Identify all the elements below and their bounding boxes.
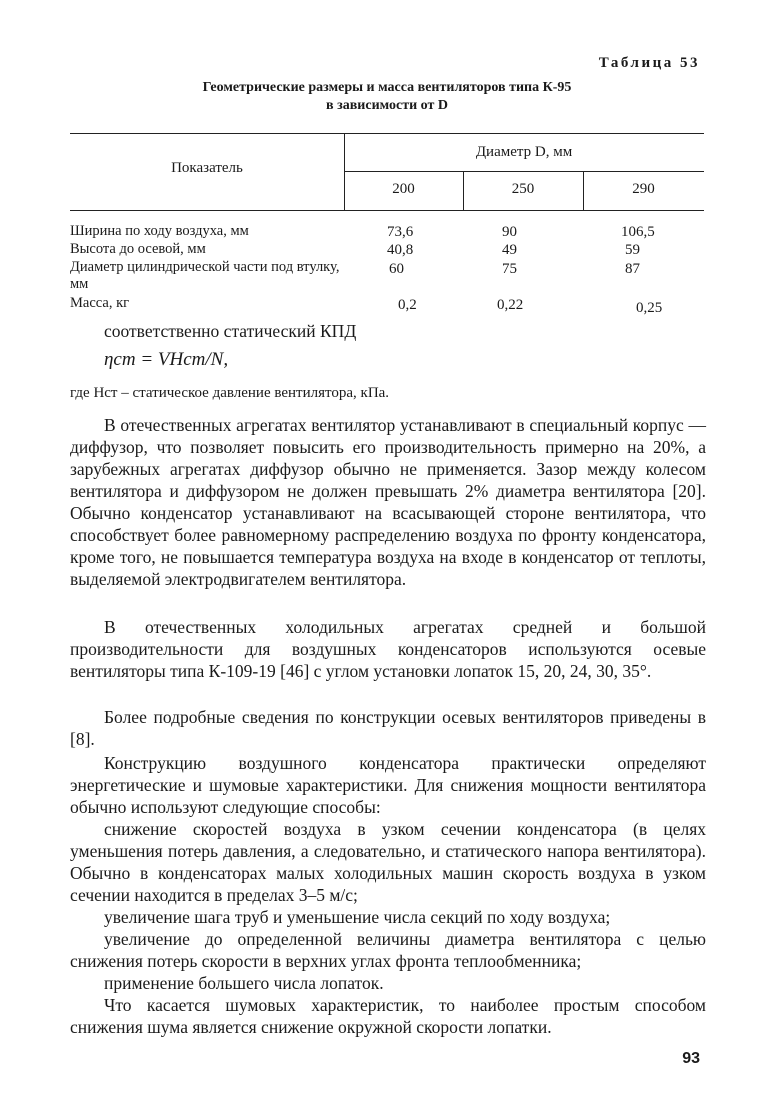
formula-intro: соответственно статический КПД (104, 321, 357, 341)
paragraph: Конструкцию воздушного конденсатора практически определяют энергетические и шумовые характеристики. Для снижения мощности вентилятора обычно используют следующие способы: (70, 753, 706, 817)
paragraph: В отечественных агрегатах вентилятор устанавливают в специальный корпус — диффузор, что позволяет повысить его производительность примерно на 20%, а зарубежных агрегатах диффузор обычно не применяется. Зазор между колесом вентилятора и диффузором не должен превышать 2% диаметра вентилятора [20]. Обычно конденсатор устанавливают на всасывающей стороне вентилятора, что способствует более равномерному распределению воздуха по фронту конденсатора, кроме того, не повышается температура воздуха на входе в конденсатор от теплоты, выделяемой электродвигателем вентилятора. (70, 415, 706, 589)
paragraph: Что касается шумовых характеристик, то наиболее простым способом снижения шума является снижение окружной скорости лопатки. (70, 995, 706, 1037)
table-cell: 106,5 (621, 224, 655, 240)
table-cell: 0,2 (398, 297, 417, 313)
table-number: Таблица 53 (598, 55, 700, 71)
table-cell: 59 (625, 242, 640, 258)
table-cell: 49 (502, 242, 517, 258)
table-top-rule (70, 133, 704, 134)
table-cell: 90 (502, 224, 517, 240)
formula: ηст = VHст/N, (104, 349, 229, 370)
paragraph: В отечественных холодильных агрегатах средней и большой производительности для воздушных конденсаторов используются осевые вентиляторы типа К-109-19 [46] с углом установки лопаток 15, 20, 24, 30, 35°. (70, 617, 706, 681)
table-row-label: Высота до осевой, мм (70, 241, 206, 257)
page-number: 93 (682, 1050, 700, 1067)
table-caption-line1: Геометрические размеры и масса вентиляторов типа К-95 (202, 80, 572, 95)
table-cell: 60 (389, 261, 404, 277)
paragraph: применение большего числа лопаток. (104, 973, 384, 993)
table-cell: 73,6 (387, 224, 414, 240)
table-cell: 0,22 (497, 297, 524, 313)
table-header-col: 250 (511, 181, 535, 197)
table-header-col: 200 (392, 181, 415, 197)
table-row-label: Ширина по ходу воздуха, мм (70, 223, 249, 239)
table-header-param: Показатель (171, 160, 243, 176)
table-row-label: Диаметр цилиндрической части под втулку, мм (70, 259, 340, 292)
table-cell: 87 (625, 261, 640, 277)
formula-legend: где Hст – статическое давление вентилятора, кПа. (70, 385, 390, 401)
table-row-label: Масса, кг (70, 295, 130, 311)
table-header-bottom-rule (70, 210, 704, 211)
paragraph: увеличение до определенной величины диаметра вентилятора с целью снижения потерь скорости в верхних углах фронта теплообменника; (70, 929, 706, 971)
table-header-mid-rule (344, 171, 704, 172)
paragraph: увеличение шага труб и уменьшение числа секций по ходу воздуха; (104, 907, 611, 927)
table-header-group: Диаметр D, мм (475, 144, 573, 160)
table-caption-line2: в зависимости от D (326, 98, 448, 113)
table-header-col: 290 (632, 181, 655, 197)
paragraph: снижение скоростей воздуха в узком сечении конденсатора (в целях уменьшения потерь давления, а следовательно, и статического напора вентилятора). Обычно в конденсаторах малых холодильных машин скорость воздуха в узком сечении находится в пределах 3–5 м/с; (70, 819, 706, 905)
table-cell: 40,8 (387, 242, 414, 258)
table-cell: 0,25 (636, 300, 663, 316)
table-cell: 75 (502, 261, 517, 277)
paragraph: Более подробные сведения по конструкции осевых вентиляторов приведены в [8]. (70, 707, 706, 749)
